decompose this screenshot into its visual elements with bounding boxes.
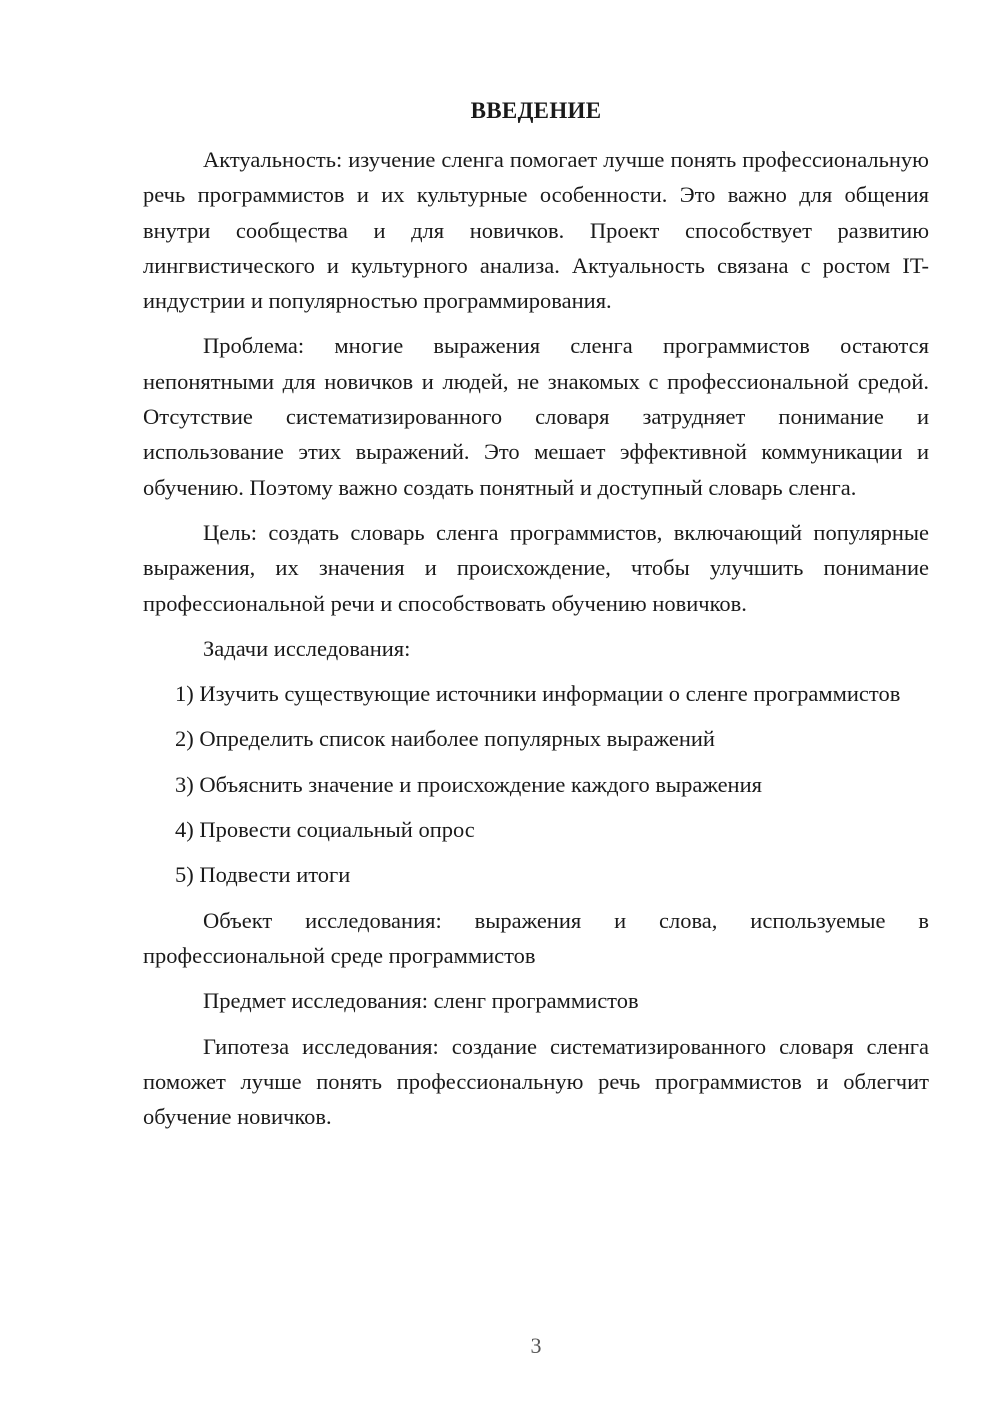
task-item-3: 3) Объяснить значение и происхождение каждого выражения [175,771,762,797]
problem-paragraph: Проблема: многие выражения сленга программистов остаются непонятными для новичков и людей, не знакомых с профессиональной средой. Отсутствие систематизированного словаря затрудняет понимание и использование этих выражений. Это мешает эффективной коммуникации и обучению. Поэтому важно создать понятный и доступный словарь сленга. [143,333,929,500]
page-title: ВВЕДЕНИЕ [470,98,602,123]
task-item-1: 1) Изучить существующие источники информации о сленге программистов [175,681,901,707]
object-paragraph: Объект исследования: выражения и слова, используемые в профессиональной среде программистов [143,907,929,968]
tasks-heading: Задачи исследования: [203,635,411,661]
task-item-4: 4) Провести социальный опрос [175,817,475,843]
relevance-paragraph: Актуальность: изучение сленга помогает лучше понять профессиональную речь программистов и их культурные особенности. Это важно для общения внутри сообщества и для новичков. Проект способствует развитию лингвистического и культурного анализа. Актуальность связана с ростом IT-индустрии и популярностью программирования. [143,147,929,314]
task-item-2: 2) Определить список наиболее популярных выражений [175,726,715,752]
page-number: 3 [530,1333,542,1358]
goal-paragraph: Цель: создать словарь сленга программистов, включающий популярные выражения, их значения и происхождение, чтобы улучшить понимание профессиональной речи и способствовать обучению новичков. [143,519,929,616]
document-body [143,142,929,1134]
task-item-5: 5) Подвести итоги [175,862,351,888]
subject-paragraph: Предмет исследования: сленг программистов [203,988,639,1014]
hypothesis-paragraph: Гипотеза исследования: создание систематизированного словаря сленга поможет лучше понять профессиональную речь программистов и облегчит обучение новичков. [143,1033,929,1130]
